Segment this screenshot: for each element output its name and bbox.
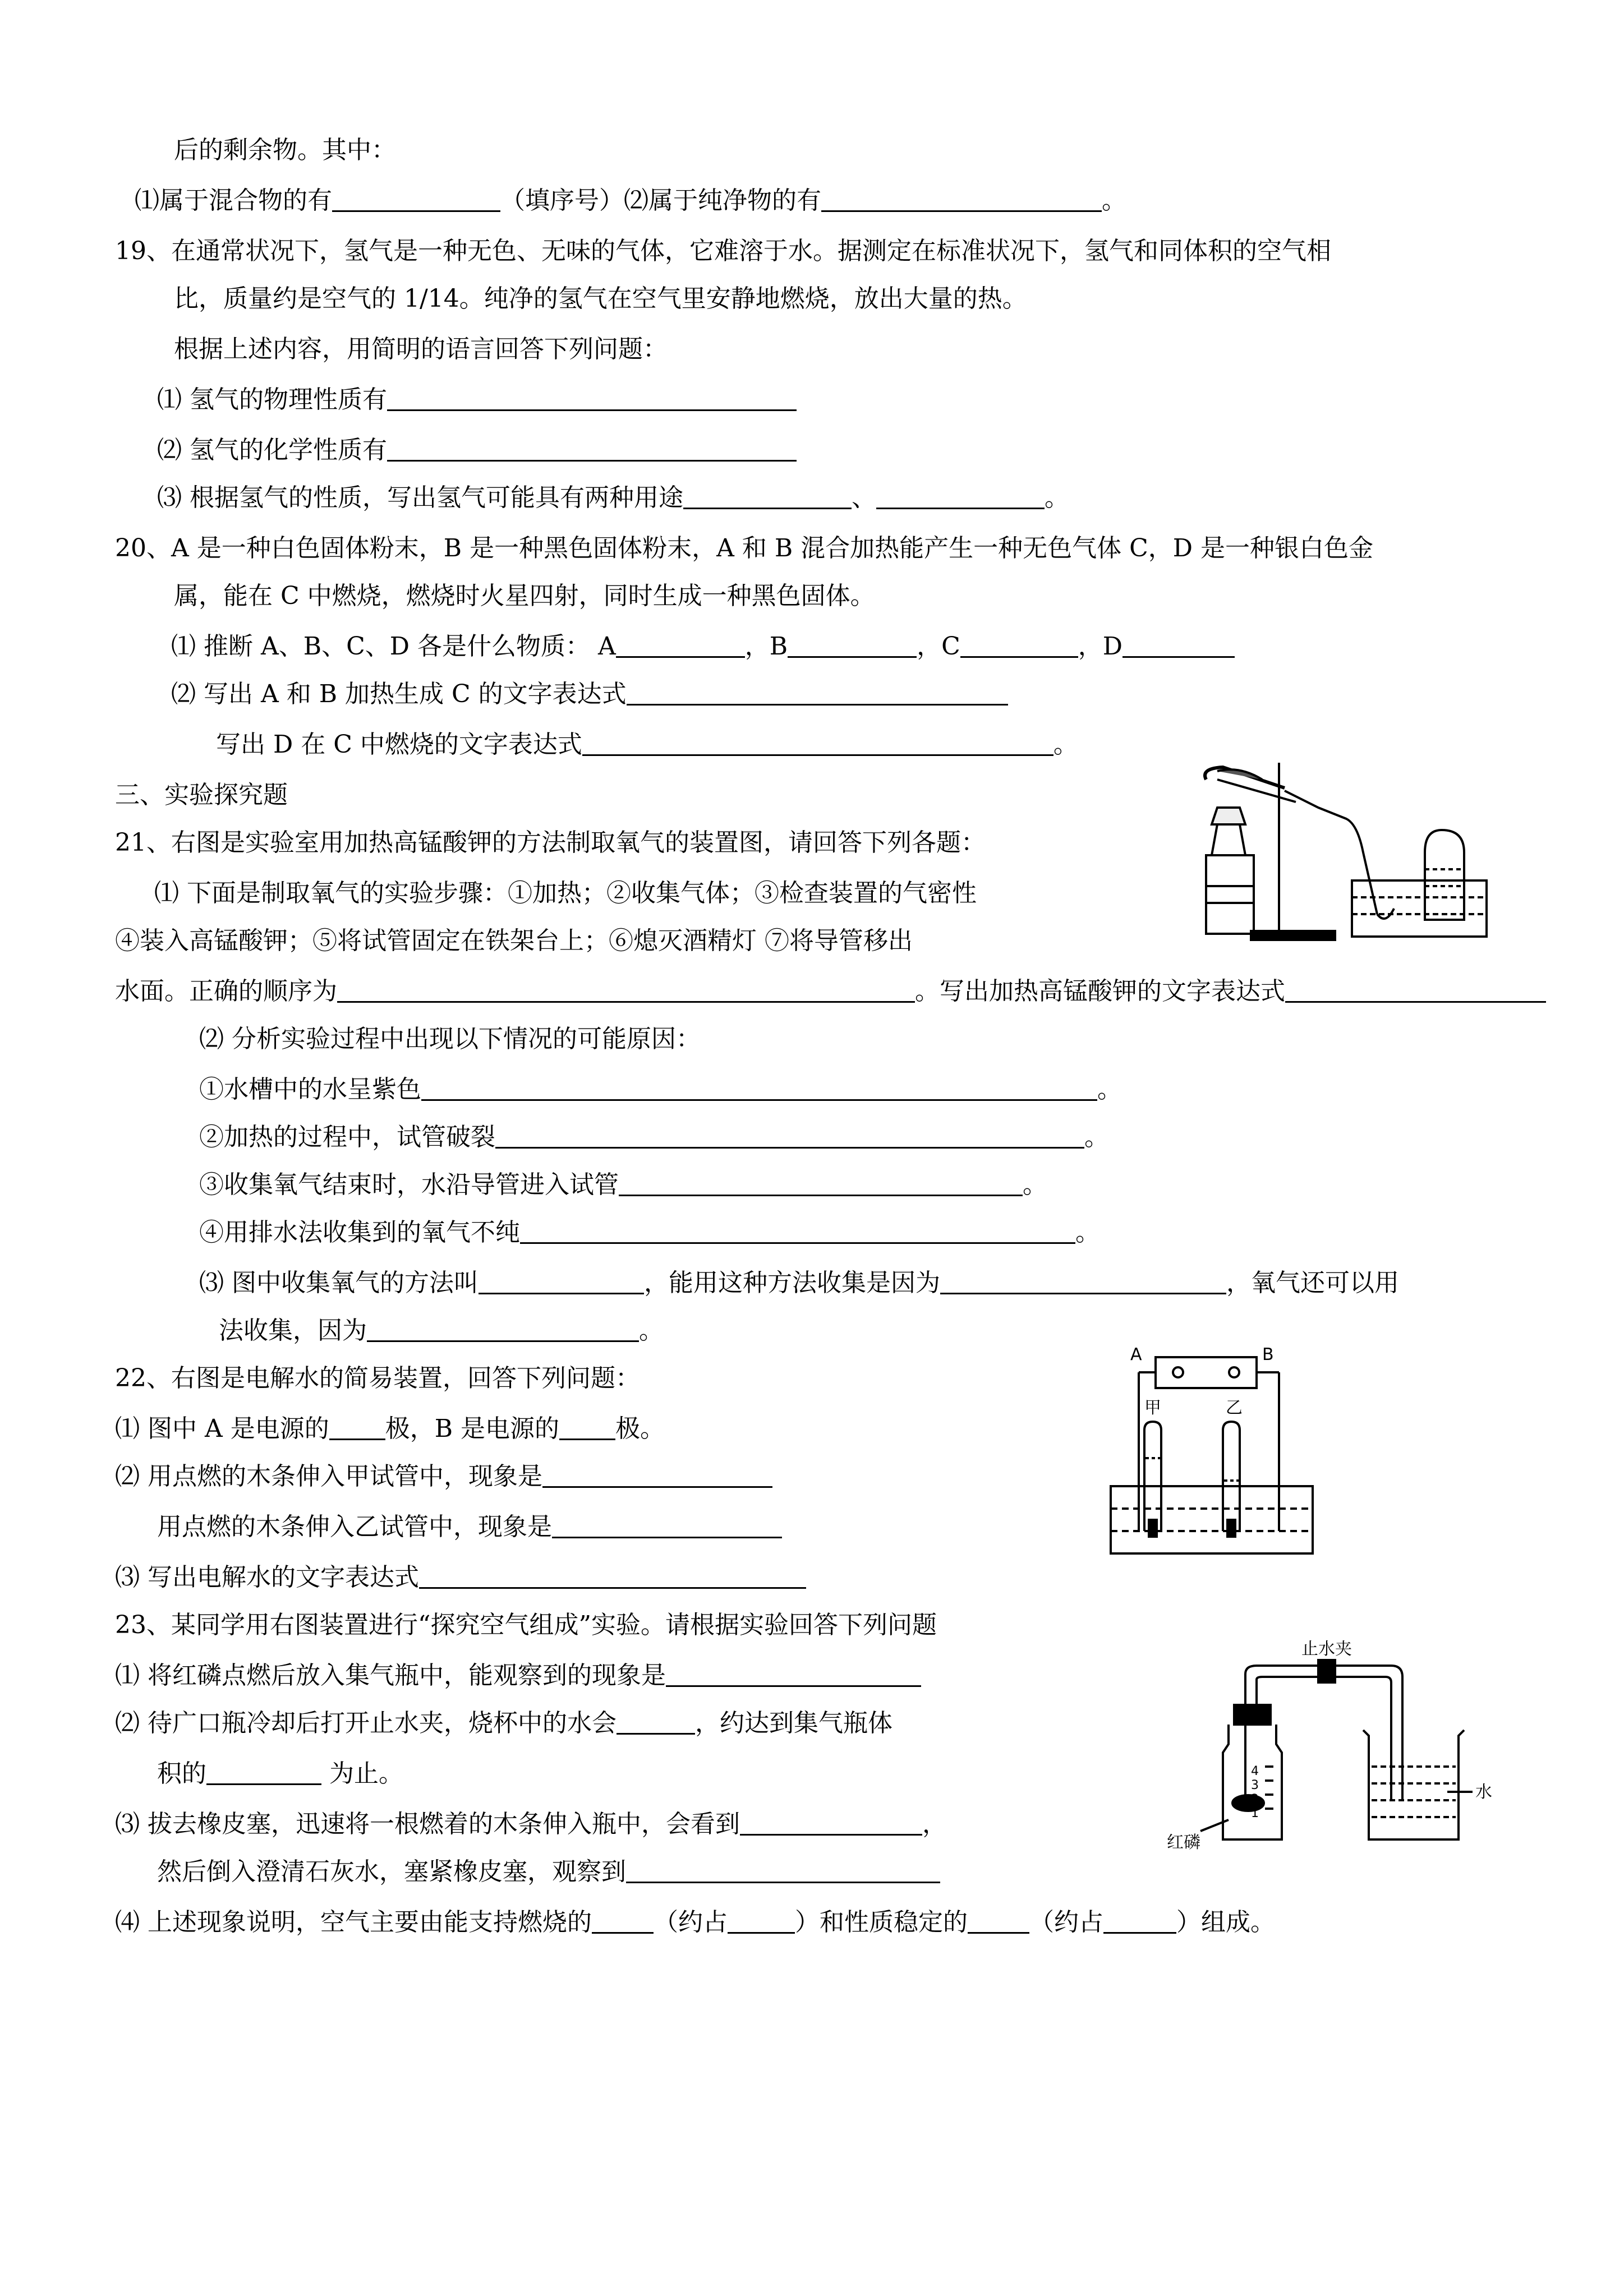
- q22-a-pole-blank[interactable]: [329, 1414, 385, 1440]
- q22-sub1: [115, 1413, 665, 1445]
- q21-line1: [115, 827, 986, 859]
- q21-other-reason-blank[interactable]: [367, 1316, 639, 1342]
- q21-case1-text: ①水槽中的水呈紫色: [199, 1075, 421, 1104]
- q18-part1-text: ⑴属于混合物的有: [135, 186, 332, 215]
- mark-4: 4: [1251, 1764, 1259, 1778]
- q19-use2-blank[interactable]: [876, 483, 1045, 509]
- q22-sub2b: 用点燃的木条伸入乙试管中，现象是: [157, 1513, 552, 1541]
- q21-line4: [115, 976, 1546, 1007]
- q21-sub3-end: 。: [639, 1316, 664, 1345]
- q22-sub1a: ⑴ 图中 A 是电源的: [115, 1414, 329, 1443]
- q18-cont-text: 后的剩余物。其中：: [174, 136, 396, 164]
- q19-sub2-text: ⑵ 氢气的化学性质有: [157, 436, 387, 464]
- q20-sub3-text: 写出 D 在 C 中燃烧的文字表达式: [216, 730, 582, 759]
- q21-case2: [199, 1122, 1109, 1153]
- q20-line2: [174, 580, 875, 612]
- q19-chemical-properties-blank[interactable]: [387, 435, 797, 462]
- q20-end: 。: [1053, 730, 1078, 759]
- q23-fraction-blank[interactable]: [206, 1759, 321, 1785]
- mark-1: 1: [1251, 1806, 1259, 1820]
- q23-gas1-blank[interactable]: [592, 1907, 654, 1934]
- q21-case1-blank[interactable]: [421, 1075, 1097, 1101]
- q23-sub1: [115, 1660, 921, 1691]
- q22-jia-blank[interactable]: [542, 1461, 772, 1488]
- q21-case1: [199, 1074, 1122, 1105]
- q21-order-blank[interactable]: [337, 976, 915, 1003]
- q21-text-4b: 。写出加热高锰酸钾的文字表达式: [915, 977, 1285, 1006]
- q21-sub3-cont: [219, 1315, 664, 1347]
- q19-text-1: 19、在通常状况下，氢气是一种无色、无味的气体，它难溶于水。据测定在标准状况下，氢气和同体积的空气相: [115, 237, 1331, 265]
- q21-case4: [199, 1217, 1100, 1248]
- q21-case3-text: ③收集氧气结束时，水沿导管进入试管: [199, 1170, 619, 1199]
- q21-text-2: ⑴ 下面是制取氧气的实验步骤：①加热；②收集气体；③检查装置的气密性: [154, 879, 977, 907]
- q21-equation-blank[interactable]: [1285, 976, 1546, 1003]
- tube-yi-label: 乙: [1226, 1398, 1243, 1418]
- q23-sub3b: ，: [922, 1810, 947, 1838]
- q23-sub4b: （约占: [654, 1908, 728, 1937]
- q19-line1: [115, 236, 1331, 267]
- q20-sub2: [171, 679, 1008, 710]
- q18-pure-blank[interactable]: [821, 186, 1102, 212]
- q20-line1: [115, 533, 1373, 564]
- section-heading: [115, 780, 288, 811]
- q19-physical-properties-blank[interactable]: [387, 385, 797, 411]
- q21-sub3a: ⑶ 图中收集氧气的方法叫: [199, 1269, 479, 1297]
- q20-a-blank[interactable]: [616, 631, 745, 658]
- q18-part2-text: （填序号）⑵属于纯净物的有: [500, 186, 821, 215]
- q18-end: 。: [1102, 186, 1126, 215]
- q20-b-label: ，B: [744, 632, 788, 661]
- q20-d-blank[interactable]: [1122, 631, 1235, 658]
- phosphorus-label: 红磷: [1167, 1833, 1200, 1852]
- q20-sub2-text: ⑵ 写出 A 和 B 加热生成 C 的文字表达式: [171, 680, 627, 708]
- q21-case4-blank[interactable]: [520, 1218, 1075, 1244]
- electrode-a-label: A: [1130, 1346, 1142, 1364]
- water-label: 水: [1475, 1782, 1492, 1802]
- q23-sub2b: ，约达到集气瓶体: [695, 1709, 892, 1737]
- q21-sub2-text: ⑵ 分析实验过程中出现以下情况的可能原因：: [199, 1025, 701, 1053]
- q22-sub3: [115, 1562, 806, 1593]
- q19-line3: [174, 334, 668, 365]
- q23-sub3a: ⑶ 拔去橡皮塞，迅速将一根燃着的木条伸入瓶中，会看到: [115, 1810, 740, 1838]
- q22-sub2a: ⑵ 用点燃的木条伸入甲试管中，现象是: [115, 1462, 542, 1491]
- q20-sub1-text: ⑴ 推断 A、B、C、D 各是什么物质： A: [171, 632, 616, 661]
- q21-case4-end: 。: [1075, 1218, 1100, 1247]
- q21-sub3c: ，氧气还可以用: [1226, 1269, 1399, 1297]
- q22-sub3-text: ⑶ 写出电解水的文字表达式: [115, 1563, 419, 1592]
- q20-sub1: [171, 631, 1235, 662]
- q21-case3-end: 。: [1023, 1170, 1047, 1199]
- q21-case2-text: ②加热的过程中，试管破裂: [199, 1123, 495, 1151]
- q23-sub1-text: ⑴ 将红磷点燃后放入集气瓶中，能观察到的现象是: [115, 1661, 666, 1690]
- q21-line3: [115, 925, 913, 957]
- q23-sub4e: ）组成。: [1176, 1908, 1275, 1937]
- q22-line1: [115, 1363, 640, 1394]
- q21-case4-text: ④用排水法收集到的氧气不纯: [199, 1218, 520, 1247]
- q20-d-label: ，D: [1078, 632, 1123, 661]
- mark-2: 2: [1251, 1792, 1259, 1806]
- q19-sub3-text: ⑶ 根据氢气的性质，写出氢气可能具有两种用途: [157, 483, 683, 512]
- q23-sub2: [115, 1708, 892, 1739]
- q21-case1-end: 。: [1097, 1075, 1122, 1104]
- q19-end: 。: [1044, 483, 1069, 512]
- q23-sub2a: ⑵ 待广口瓶冷却后打开止水夹，烧杯中的水会: [115, 1709, 617, 1737]
- q23-gas1-percent-blank[interactable]: [728, 1907, 795, 1934]
- q19-sub2: [157, 435, 797, 466]
- q20-d-equation-blank[interactable]: [582, 730, 1053, 756]
- q21-case2-end: 。: [1084, 1123, 1109, 1151]
- q22-sub2-cont: [157, 1511, 782, 1543]
- q19-sep: 、: [851, 483, 876, 512]
- air-composition-figure: [1167, 1632, 1531, 1856]
- q21-line2: [154, 878, 977, 909]
- q22-equation-blank[interactable]: [419, 1562, 806, 1589]
- q21-case3-blank[interactable]: [619, 1170, 1023, 1196]
- q23-sub4c: ）和性质稳定的: [795, 1908, 968, 1937]
- q23-sub4d: （约占: [1029, 1908, 1103, 1937]
- tube-jia-label: 甲: [1144, 1398, 1161, 1418]
- mark-3: 3: [1251, 1778, 1259, 1792]
- q23-gas2-percent-blank[interactable]: [1103, 1907, 1176, 1934]
- q23-line1: [115, 1610, 937, 1641]
- q21-case2-blank[interactable]: [495, 1122, 1084, 1149]
- oxygen-apparatus-figure: [1184, 757, 1520, 965]
- q19-sub3: [157, 482, 1069, 514]
- q23-sub3c: 然后倒入澄清石灰水，塞紧橡皮塞，观察到: [157, 1857, 626, 1886]
- q20-ab-equation-blank[interactable]: [627, 679, 1008, 706]
- q21-sub2: [199, 1023, 701, 1055]
- q21-reason-blank[interactable]: [940, 1268, 1226, 1294]
- q22-sub1b: 极，B 是电源的: [385, 1414, 560, 1443]
- q21-sub3b: ，能用这种方法收集是因为: [644, 1269, 940, 1297]
- q23-observe2-blank[interactable]: [626, 1857, 940, 1883]
- q19-line2: [174, 283, 1027, 315]
- section3-text: 三、实验探究题: [115, 781, 288, 809]
- q22-text-1: 22、右图是电解水的简易装置，回答下列问题：: [115, 1364, 640, 1393]
- clamp-label: 止水夹: [1301, 1639, 1352, 1659]
- q20-sub3: [216, 729, 1078, 760]
- q23-sub2-cont: [157, 1758, 403, 1790]
- electrolysis-figure: [1099, 1346, 1352, 1559]
- q22-yi-blank[interactable]: [552, 1512, 782, 1538]
- q19-text-2: 比，质量约是空气的 1/14。纯净的氢气在空气里安静地燃烧，放出大量的热。: [174, 284, 1027, 313]
- q20-text-2: 属，能在 C 中燃烧，燃烧时火星四射，同时生成一种黑色固体。: [174, 582, 875, 610]
- q21-method-blank[interactable]: [479, 1268, 644, 1294]
- q20-b-blank[interactable]: [788, 631, 917, 658]
- q18-continuation: [174, 135, 396, 166]
- q19-sub1: [157, 384, 797, 416]
- q21-text-4a: 水面。正确的顺序为: [115, 977, 337, 1006]
- q23-sub3-cont: [157, 1856, 940, 1888]
- q21-text-1: 21、右图是实验室用加热高锰酸钾的方法制取氧气的装置图，请回答下列各题：: [115, 828, 986, 857]
- q20-text-1: 20、A 是一种白色固体粉末，B 是一种黑色固体粉末，A 和 B 混合加热能产生一种无色气体 C，D 是一种银白色金: [115, 534, 1374, 563]
- q20-c-blank[interactable]: [960, 631, 1078, 658]
- q18-mixture-blank[interactable]: [332, 186, 500, 212]
- q23-water-blank[interactable]: [617, 1708, 695, 1735]
- q23-sub2c: 积的: [157, 1759, 206, 1788]
- q23-sub4a: ⑷ 上述现象说明，空气主要由能支持燃烧的: [115, 1908, 592, 1937]
- q22-b-pole-blank[interactable]: [559, 1414, 615, 1440]
- q21-sub3d: 法收集，因为: [219, 1316, 367, 1345]
- q19-use1-blank[interactable]: [683, 483, 852, 509]
- q18-parts: [135, 185, 1126, 216]
- q23-sub4: [115, 1907, 1275, 1938]
- q21-text-3: ④装入高锰酸钾；⑤将试管固定在铁架台上；⑥熄灭酒精灯 ⑦将导管移出: [115, 926, 913, 955]
- q23-gas2-blank[interactable]: [968, 1907, 1029, 1934]
- q21-case3: [199, 1169, 1047, 1201]
- q23-sub3: [115, 1809, 947, 1840]
- q22-sub1c: 极。: [615, 1414, 665, 1443]
- q23-text-1: 23、某同学用右图装置进行“探究空气组成”实验。请根据实验回答下列问题: [115, 1611, 937, 1639]
- q20-c-label: ，C: [917, 632, 960, 661]
- q19-sub1-text: ⑴ 氢气的物理性质有: [157, 385, 387, 414]
- q21-sub3: [199, 1267, 1399, 1299]
- electrode-b-label: B: [1262, 1346, 1274, 1364]
- q19-text-3: 根据上述内容，用简明的语言回答下列问题：: [174, 335, 668, 363]
- q22-sub2: [115, 1461, 772, 1492]
- q23-observe1-blank[interactable]: [740, 1809, 922, 1836]
- q23-sub2d: 为止。: [321, 1759, 403, 1788]
- q23-phenomenon-blank[interactable]: [666, 1661, 921, 1687]
